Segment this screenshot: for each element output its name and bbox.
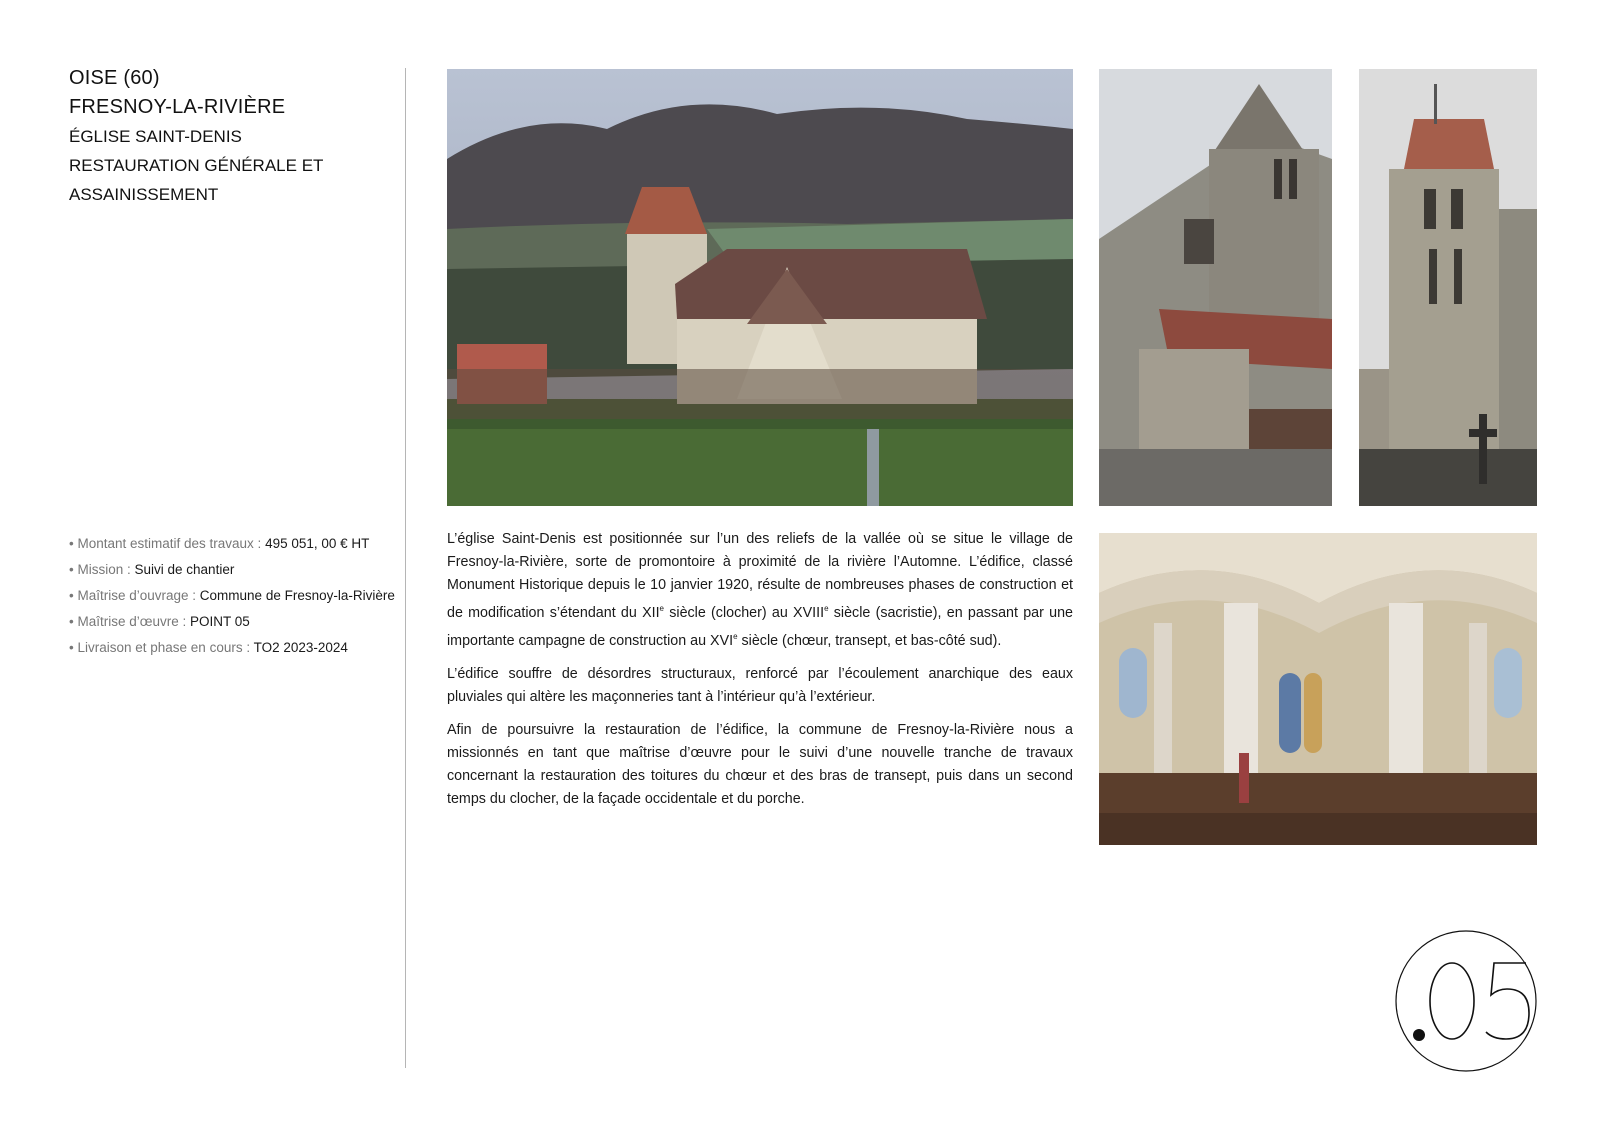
project-facts — [69, 532, 399, 662]
fact-architect: • Maîtrise d’œuvre : POINT 05 — [69, 614, 250, 629]
fact-mission: • Mission : Suivi de chantier — [69, 562, 235, 577]
fact-delivery: • Livraison et phase en cours : TO2 2023-2024 — [69, 640, 348, 655]
fact-budget: • Montant estimatif des travaux : 495 051, 00 € HT — [69, 536, 370, 551]
church-interior-photo — [1099, 533, 1537, 845]
project-description — [447, 528, 1073, 821]
church-porch-photo — [1099, 69, 1332, 506]
description-paragraph-2: L’édifice souffre de désordres structuraux, renforcé par l’écoulement anarchique des eaux pluviales qui altère les maçonneries tant à l’intérieur qu’à l’extérieur. — [447, 665, 1073, 705]
building-title: ÉGLISE SAINT-DENIS — [69, 127, 242, 146]
fact-client: • Maîtrise d’ouvrage : Commune de Fresnoy-la-Rivière — [69, 588, 395, 603]
bell-tower-photo — [1359, 69, 1537, 506]
project-title-line2: ASSAINISSEMENT — [69, 185, 219, 204]
description-paragraph-3: Afin de poursuivre la restauration de l’édifice, la commune de Fresnoy-la-Rivière nous a missionnés en tant que maîtrise d’œuvre pour le suivi d’une nouvelle tranche de travaux concernant la restauration des toitures du chœur et des bras de transept, puis dans un second temps du clocher, de la façade occidentale et du porche. — [447, 721, 1073, 807]
church-landscape-photo — [447, 69, 1073, 506]
title-block — [69, 64, 399, 209]
column-divider — [405, 68, 406, 1068]
point05-logo — [1394, 929, 1538, 1073]
town-title: FRESNOY-LA-RIVIÈRE — [69, 96, 286, 118]
region-title: OISE (60) — [69, 67, 160, 89]
description-paragraph-1: L’église Saint-Denis est positionnée sur l’un des reliefs de la vallée où se situe le village de Fresnoy-la-Rivière, sorte de promontoire à proximité de la rivière l’Automne. L’édifice, classé Monument Historique depuis le 10 janvier 1920, résulte de nombreuses phases de construction et de modification s’étendant du XIIe siècle (clocher) au XVIIIe siècle (sacristie), en passant par une importante campagne de construction au XVIe siècle (chœur, transept, et bas-côté sud). — [447, 531, 1073, 649]
project-title-line1: RESTAURATION GÉNÉRALE ET — [69, 156, 324, 175]
